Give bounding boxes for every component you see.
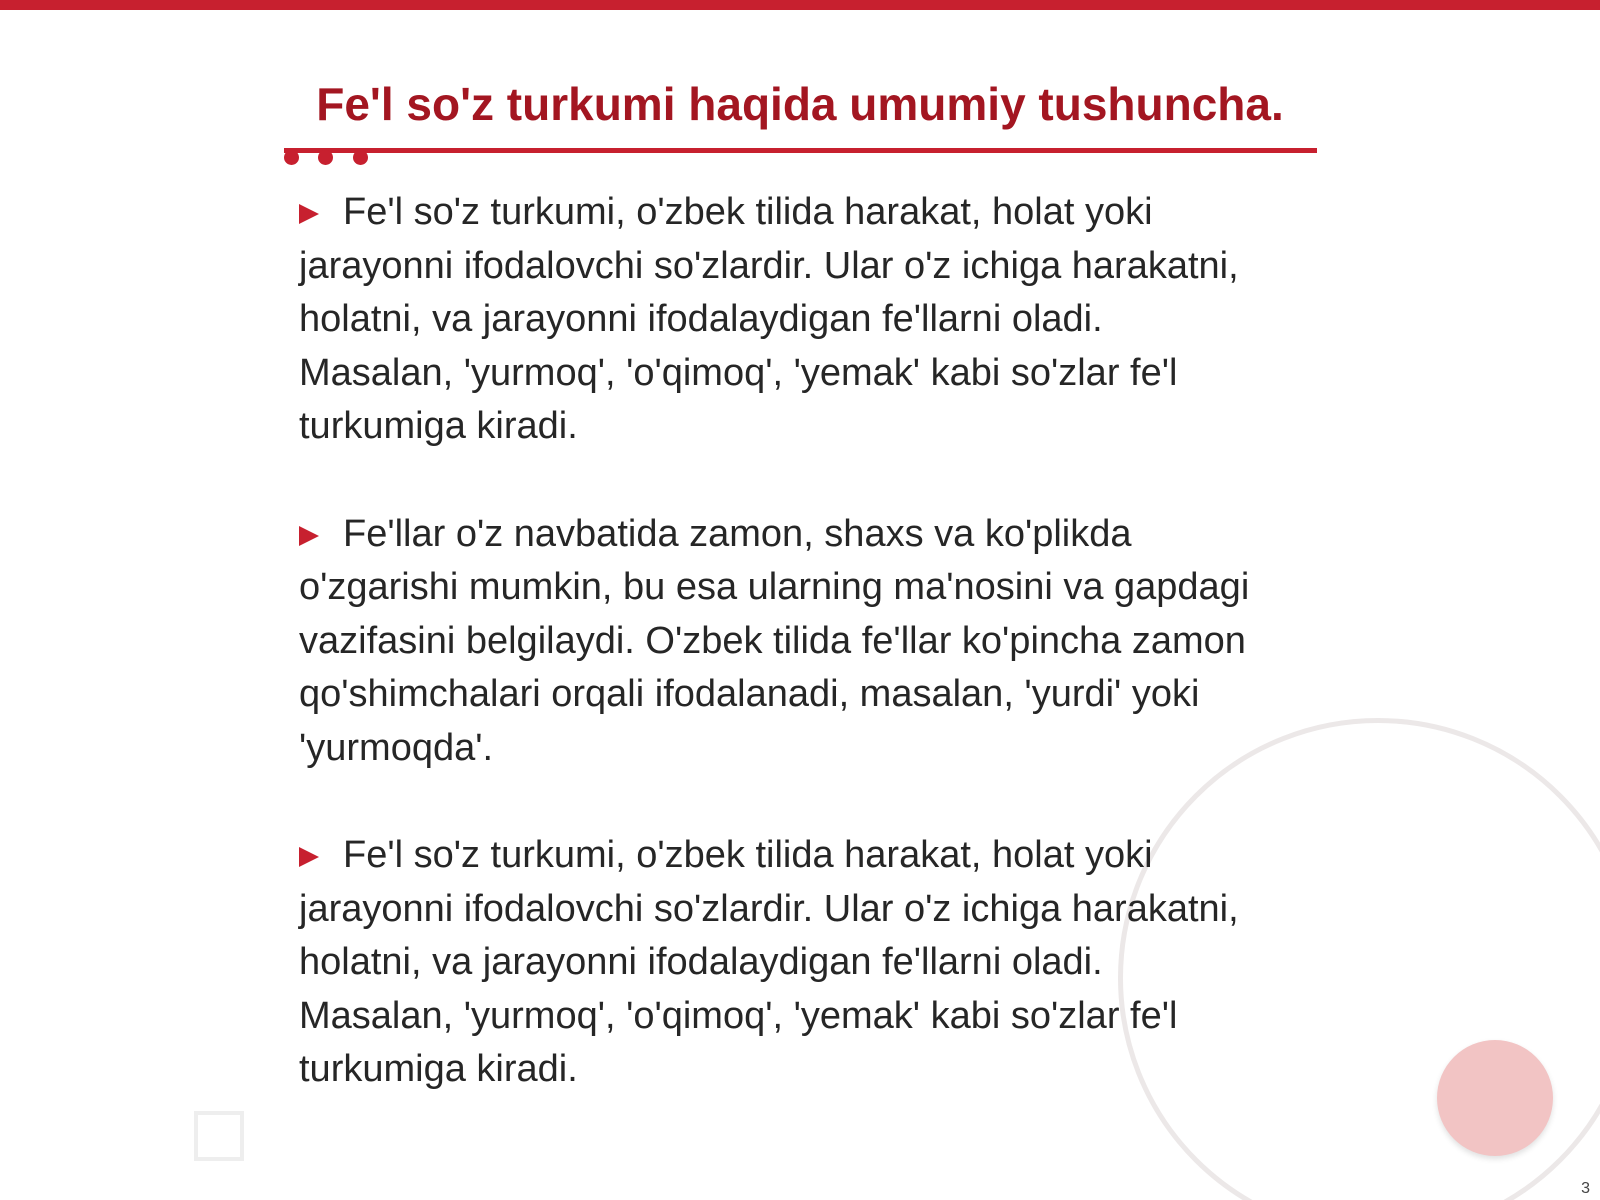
bullet-text-3: Fe'l so'z turkumi, o'zbek tilida harakat, holat yoki jarayonni ifodalovchi so'zlardir. Ular o'z ichiga harakatni, holatni, va jarayonni ifodalaydigan fe'llarni oladi. Masalan, 'yurmoq', 'o'qimoq', 'yemak' kabi so'zlar fe'l turkumiga kiradi.: [299, 834, 1239, 1090]
bullet-text-1: Fe'l so'z turkumi, o'zbek tilida harakat, holat yoki jarayonni ifodalovchi so'zlardir. Ular o'z ichiga harakatni, holatni, va jarayonni ifodalaydigan fe'llarni oladi. Masalan, 'yurmoq', 'o'qimoq', 'yemak' kabi so'zlar fe'l turkumiga kiradi.: [299, 191, 1239, 447]
triangle-bullet-icon: [299, 847, 319, 867]
bullet-paragraph-1: [299, 186, 1259, 454]
bullet-paragraph-3: [299, 829, 1259, 1097]
title-dot-3: [353, 150, 368, 165]
bullet-list: [299, 186, 1259, 1097]
title-dot-1: [284, 150, 299, 165]
slide-title: Fe'l so'z turkumi haqida umumiy tushuncha.: [316, 78, 1284, 130]
triangle-bullet-icon: [299, 526, 319, 546]
bullet-text-2: Fe'llar o'z navbatida zamon, shaxs va ko'plikda o'zgarishi mumkin, bu esa ularning ma'nosini va gapdagi vazifasini belgilaydi. O'zbek tilida fe'llar ko'pincha zamon qo'shimchalari orqali ifodalanadi, masalan, 'yurdi' yoki 'yurmoqda'.: [299, 512, 1250, 769]
decorative-circle: [1437, 1040, 1553, 1156]
top-accent-bar: [0, 0, 1600, 10]
page-number: 3: [1581, 1180, 1590, 1197]
bullet-paragraph-2: [299, 508, 1259, 776]
title-dot-2: [318, 150, 333, 165]
title-underline: [284, 148, 1317, 153]
decorative-square: [194, 1111, 244, 1161]
triangle-bullet-icon: [299, 204, 319, 224]
